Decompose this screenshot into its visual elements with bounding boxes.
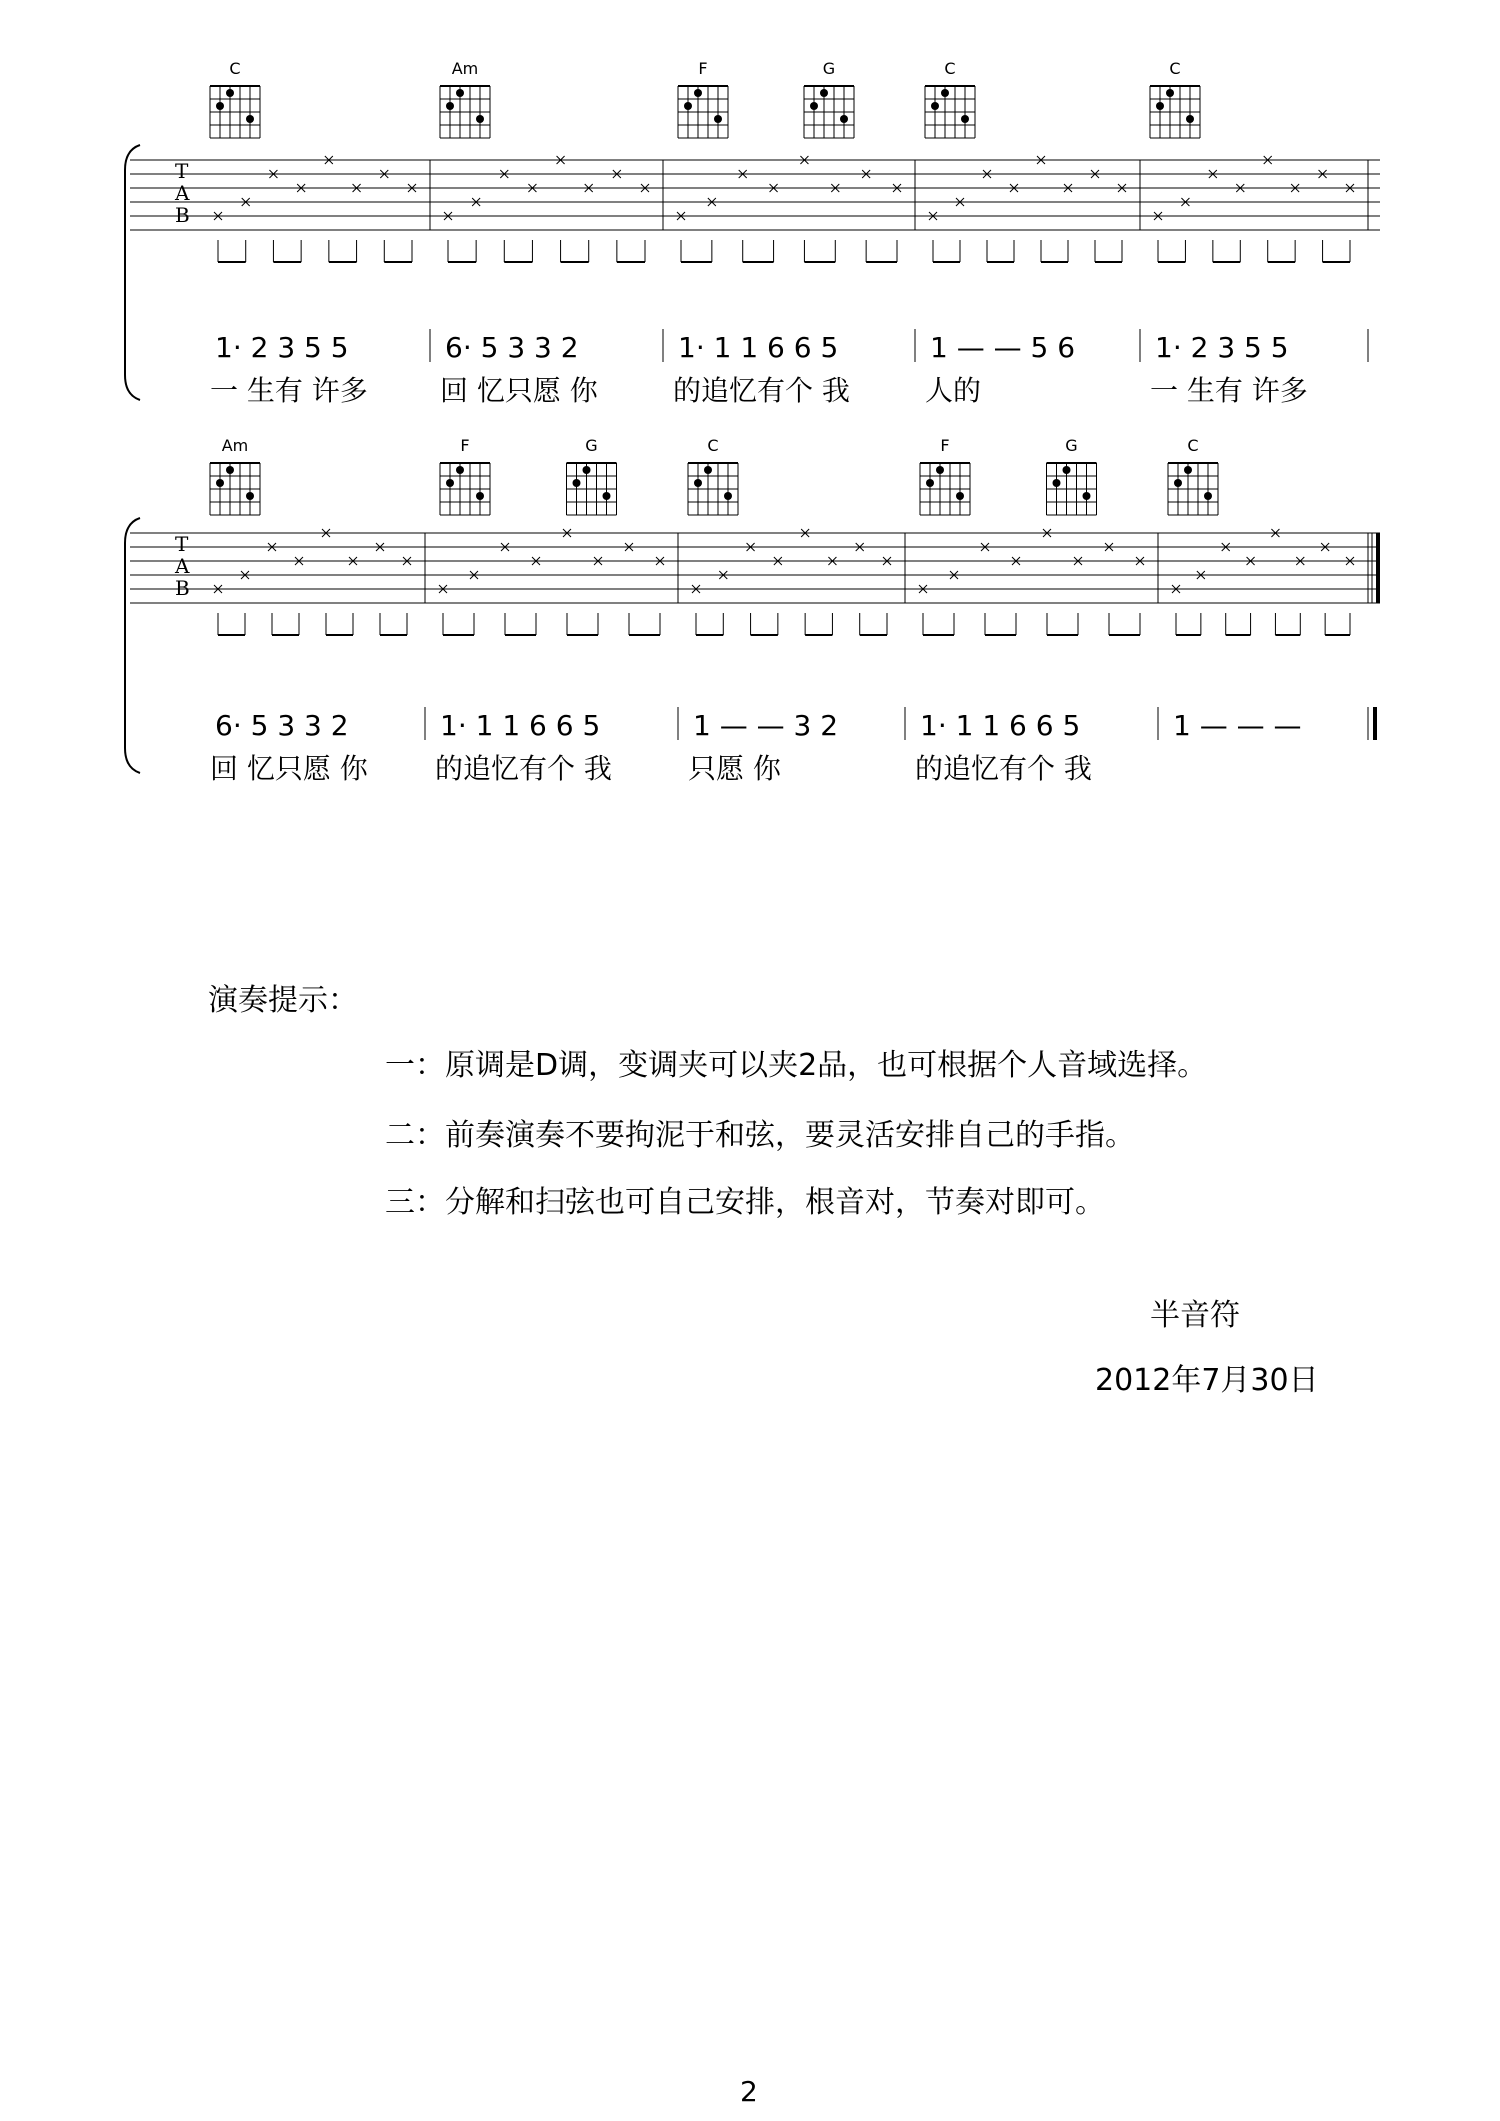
chord-name: C — [1169, 59, 1181, 78]
chord-diagram — [1047, 436, 1097, 515]
jianpu-notes: 1 — — 5 6 — [930, 331, 1076, 364]
finger-dot — [216, 102, 224, 110]
finger-dot — [714, 115, 722, 123]
finger-dot — [583, 466, 591, 474]
finger-dot — [226, 89, 234, 97]
finger-dot — [704, 466, 712, 474]
tip-item: 二：前奏演奏不要拘泥于和弦，要灵活安排自己的手指。 — [385, 1118, 1135, 1153]
jianpu-notes: 1 — — — — [1173, 709, 1302, 742]
finger-dot — [840, 115, 848, 123]
chord-diagram — [567, 436, 617, 515]
finger-dot — [456, 89, 464, 97]
jianpu-notes: 1· 2 3 5 5 — [215, 331, 349, 364]
chord-diagram — [804, 59, 854, 138]
finger-dot — [476, 115, 484, 123]
finger-dot — [246, 115, 254, 123]
lyrics: 只愿 你 — [688, 752, 781, 785]
finger-dot — [1184, 466, 1192, 474]
chord-name: G — [822, 59, 836, 78]
jianpu-notes: 1 — — 3 2 — [693, 709, 839, 742]
lyrics: 回 忆只愿 你 — [210, 752, 368, 785]
finger-dot — [573, 479, 581, 487]
chord-name: F — [460, 436, 470, 455]
lyrics: 的追忆有个 我 — [673, 374, 850, 407]
finger-dot — [936, 466, 944, 474]
chord-diagram — [678, 59, 728, 138]
tab-system — [125, 518, 1380, 785]
finger-dot — [724, 492, 732, 500]
chord-name: C — [707, 436, 719, 455]
finger-dot — [1053, 479, 1061, 487]
lyrics: 一 生有 许多 — [1150, 374, 1308, 407]
tab-clef-letter: A — [175, 181, 190, 205]
tab-clef-letter: B — [175, 576, 190, 600]
tip-item: 一：原调是D调，变调夹可以夹2品，也可根据个人音域选择。 — [385, 1048, 1208, 1083]
chord-diagram — [1150, 59, 1200, 138]
jianpu-notes: 1· 1 1 6 6 5 — [440, 709, 601, 742]
chord-diagram — [1168, 436, 1218, 515]
finger-dot — [1204, 492, 1212, 500]
system-bracket — [125, 145, 140, 400]
chord-name: C — [944, 59, 956, 78]
chord-diagram — [925, 59, 975, 138]
chord-name: G — [1065, 436, 1078, 455]
page-number: 2 — [740, 2075, 758, 2108]
chord-diagram — [210, 436, 260, 515]
chord-name: Am — [451, 59, 479, 78]
chord-name: G — [585, 436, 598, 455]
finger-dot — [1156, 102, 1164, 110]
chord-name: F — [940, 436, 950, 455]
finger-dot — [810, 102, 818, 110]
tab-clef-letter: T — [175, 159, 189, 183]
jianpu-notes: 6· 5 3 3 2 — [215, 709, 349, 742]
tips-heading: 演奏提示： — [208, 983, 358, 1018]
finger-dot — [1063, 466, 1071, 474]
jianpu-notes: 6· 5 3 3 2 — [445, 331, 579, 364]
chord-name: Am — [221, 436, 249, 455]
system-bracket — [125, 518, 140, 773]
finger-dot — [1166, 89, 1174, 97]
author-signature: 半音符 — [1150, 1298, 1240, 1333]
finger-dot — [1186, 115, 1194, 123]
finger-dot — [1174, 479, 1182, 487]
finger-dot — [603, 492, 611, 500]
finger-dot — [1083, 492, 1091, 500]
finger-dot — [246, 492, 254, 500]
finger-dot — [820, 89, 828, 97]
tab-system — [125, 145, 1380, 407]
chord-diagram — [688, 436, 738, 515]
finger-dot — [684, 102, 692, 110]
finger-dot — [476, 492, 484, 500]
chord-name: C — [1187, 436, 1199, 455]
finger-dot — [216, 479, 224, 487]
finger-dot — [446, 102, 454, 110]
finger-dot — [961, 115, 969, 123]
tab-clef-letter: A — [175, 554, 190, 578]
finger-dot — [956, 492, 964, 500]
lyrics: 的追忆有个 我 — [915, 752, 1092, 785]
finger-dot — [446, 479, 454, 487]
finger-dot — [226, 466, 234, 474]
jianpu-notes: 1· 1 1 6 6 5 — [678, 331, 839, 364]
lyrics: 人的 — [925, 374, 982, 407]
date-signature: 2012年7月30日 — [1095, 1363, 1319, 1398]
jianpu-notes: 1· 1 1 6 6 5 — [920, 709, 1081, 742]
chord-name: F — [698, 59, 708, 78]
chord-diagram — [920, 436, 970, 515]
chord-diagram — [440, 59, 490, 138]
lyrics: 的追忆有个 我 — [435, 752, 612, 785]
finger-dot — [456, 466, 464, 474]
finger-dot — [941, 89, 949, 97]
tab-clef-letter: T — [175, 532, 189, 556]
chord-diagram — [440, 436, 490, 515]
chord-name: C — [229, 59, 241, 78]
chord-diagram — [210, 59, 260, 138]
tab-clef-letter: B — [175, 203, 190, 227]
finger-dot — [926, 479, 934, 487]
finger-dot — [694, 89, 702, 97]
lyrics: 一 生有 许多 — [210, 374, 368, 407]
finger-dot — [694, 479, 702, 487]
jianpu-notes: 1· 2 3 5 5 — [1155, 331, 1289, 364]
guitar-tab-score — [0, 0, 1500, 860]
lyrics: 回 忆只愿 你 — [440, 374, 598, 407]
finger-dot — [931, 102, 939, 110]
tip-item: 三：分解和扫弦也可自己安排，根音对，节奏对即可。 — [385, 1185, 1105, 1220]
